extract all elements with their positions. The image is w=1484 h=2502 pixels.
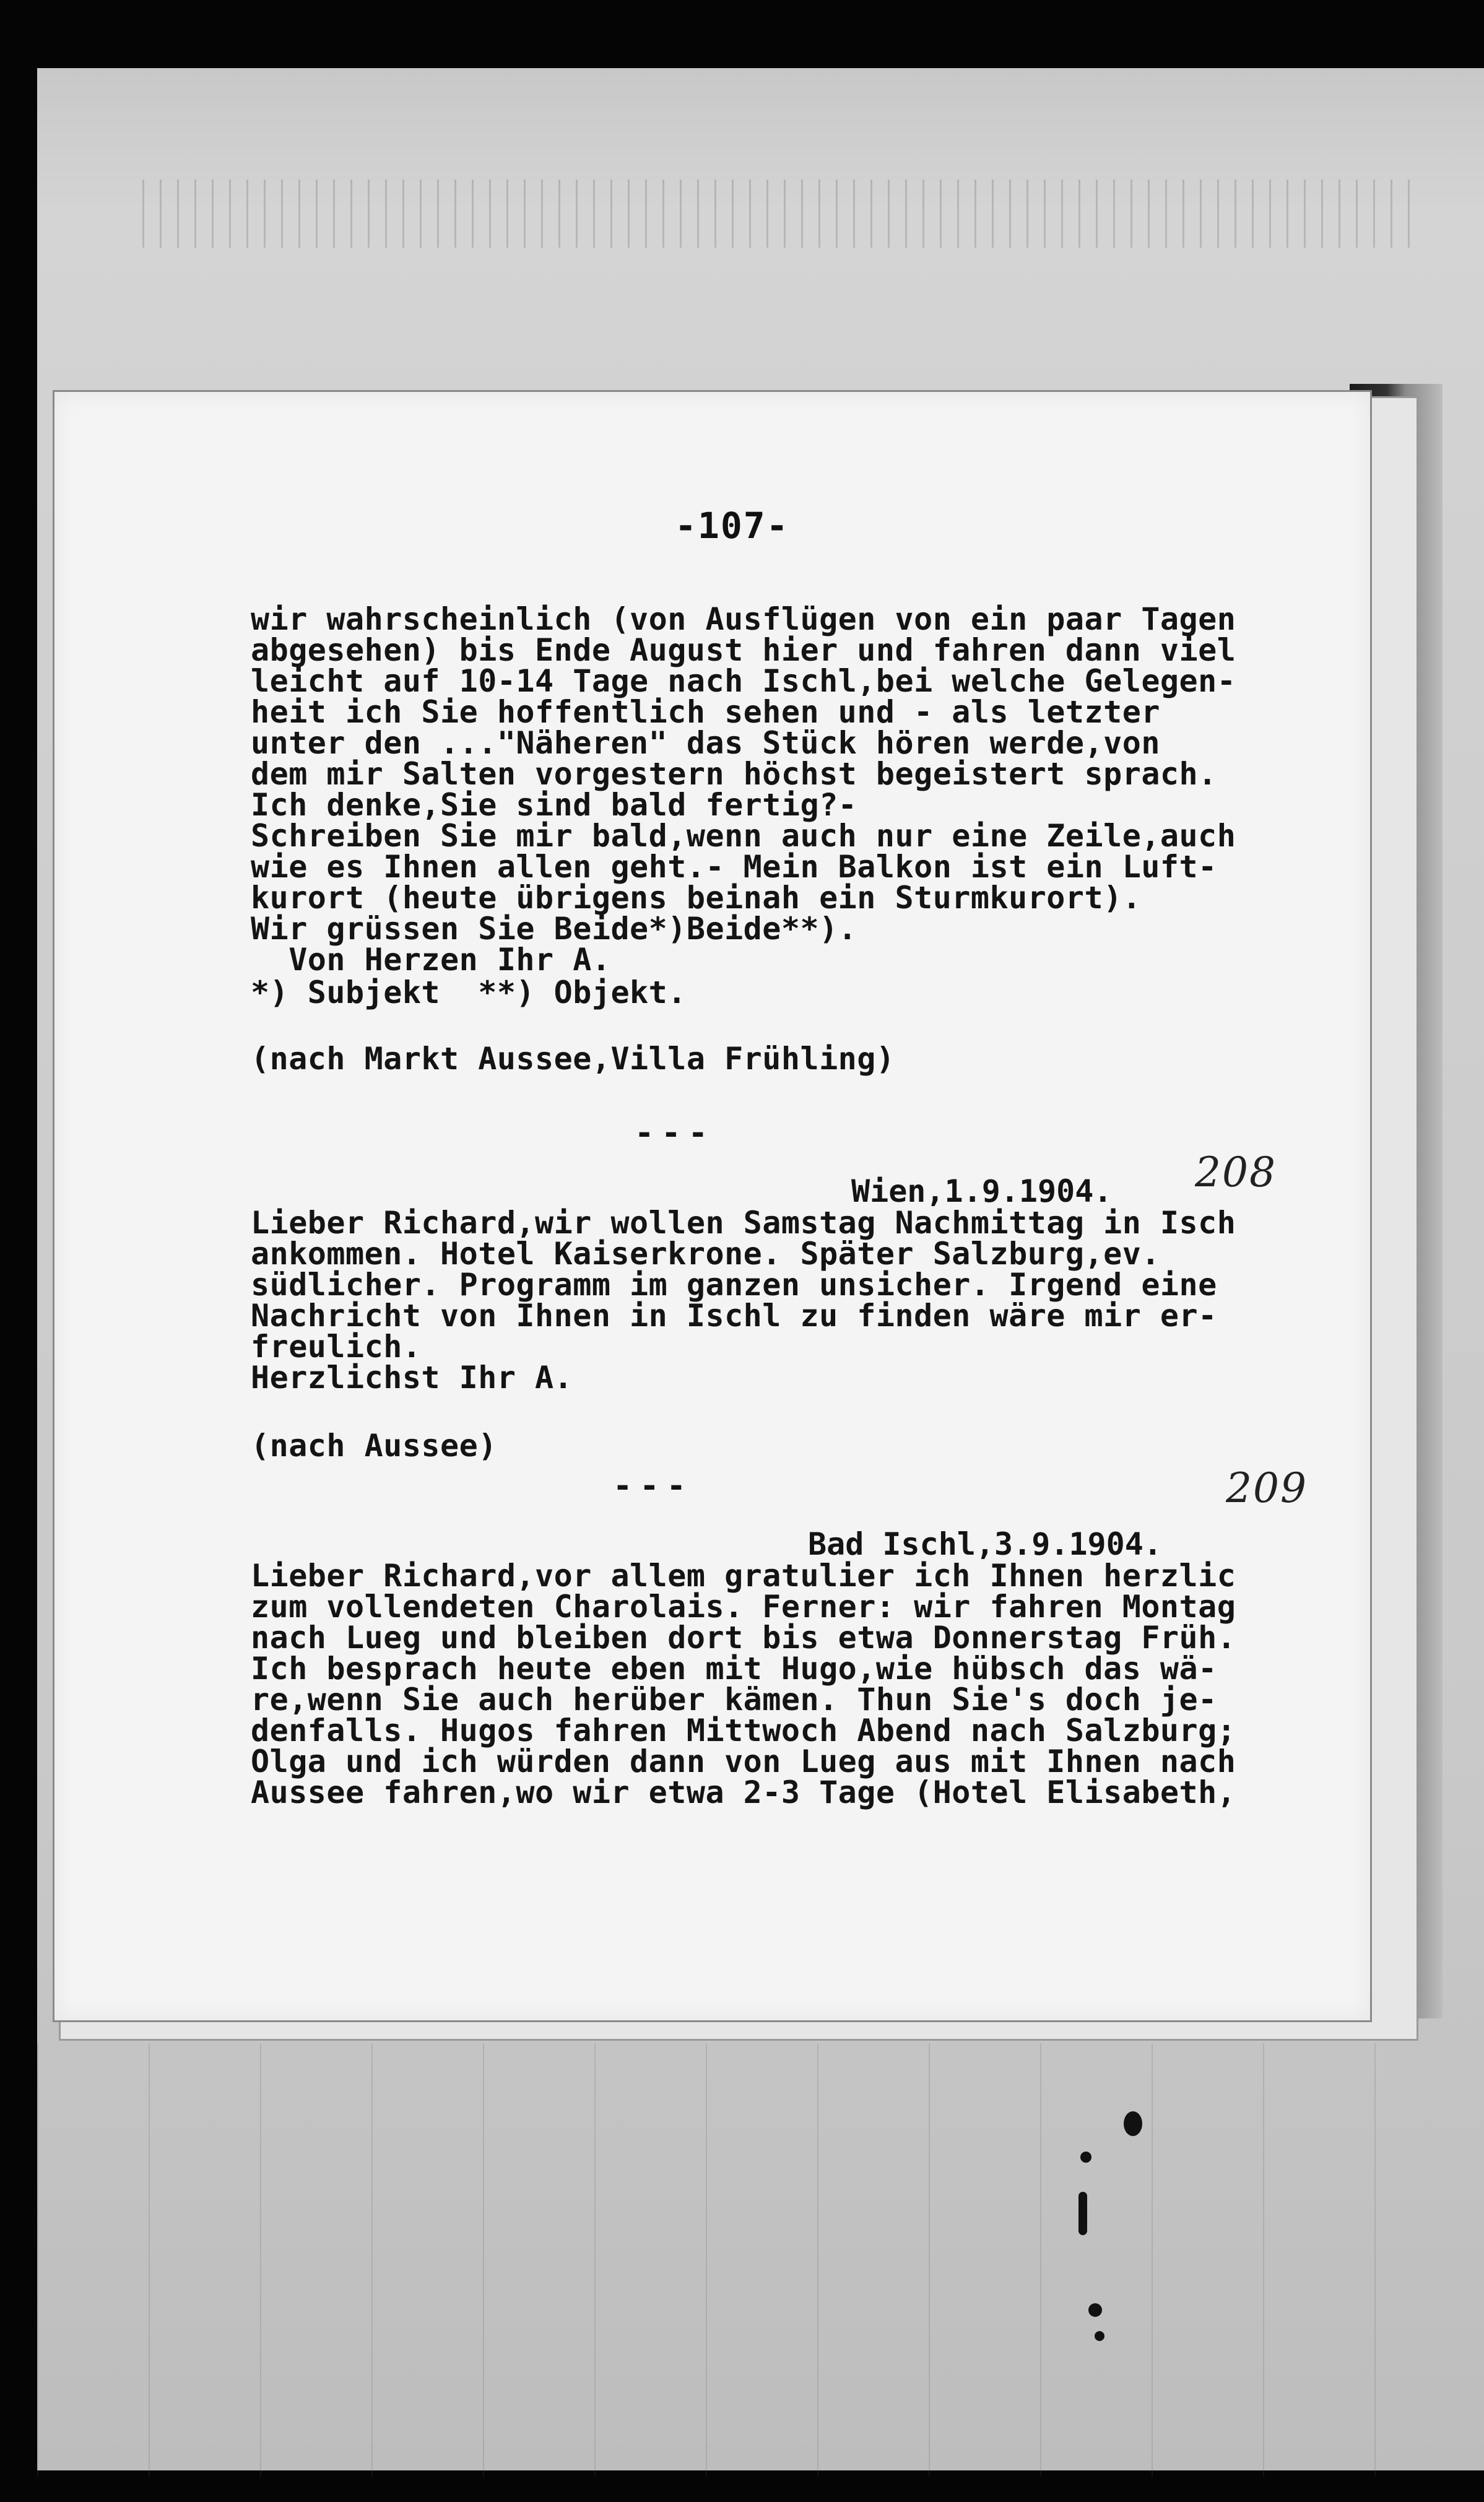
letter1-line: leicht auf 10-14 Tage nach Ischl,bei welche Gelegen- (251, 663, 1236, 699)
letter1-address: (nach Markt Aussee,Villa Frühling) (251, 1041, 895, 1077)
letter1-footnote: *) Subjekt **) Objekt. (251, 975, 687, 1010)
letter3-line: Olga und ich würden dann von Lueg aus mit Ihnen nach (251, 1744, 1236, 1779)
letter2-line: Lieber Richard,wir wollen Samstag Nachmittag in Isch (251, 1205, 1236, 1241)
scan-speck (1095, 2331, 1104, 2341)
letter2-line: ankommen. Hotel Kaiserkrone. Später Salzburg,ev. (251, 1236, 1160, 1272)
letter1-line: Wir grüssen Sie Beide*)Beide**). (251, 911, 857, 947)
letter2-line: Nachricht von Ihnen in Ischl zu finden wäre mir er- (251, 1298, 1217, 1334)
letter2-date: Wien,1.9.1904. (851, 1173, 1113, 1209)
letter1-line: unter den ..."Näheren" das Stück hören werde,von (251, 725, 1160, 761)
letter3-date: Bad Ischl,3.9.1904. (808, 1526, 1162, 1562)
scan-speck (1080, 2152, 1091, 2163)
letter2-line: südlicher. Programm im ganzen unsicher. Irgend eine (251, 1267, 1217, 1303)
letter-number-annotation: 208 (1195, 1149, 1277, 1196)
letter3-line: nach Lueg und bleiben dort bis etwa Donnerstag Früh. (251, 1620, 1236, 1656)
separator: --- (613, 1467, 693, 1505)
letter1-line: Ich denke,Sie sind bald fertig?- (251, 787, 857, 823)
letter2-closing: Herzlichst Ihr A. (251, 1360, 573, 1396)
scan-speck (1088, 2303, 1102, 2317)
letter2-line: freulich. (251, 1329, 422, 1365)
letter2-address: (nach Aussee) (251, 1428, 497, 1464)
letter1-line: kurort (heute übrigens beinah ein Sturmkurort). (251, 880, 1142, 916)
letter3-line: Aussee fahren,wo wir etwa 2-3 Tage (Hotel Elisabeth, (251, 1774, 1236, 1810)
separator: --- (635, 1114, 715, 1152)
letter3-line: denfalls. Hugos fahren Mittwoch Abend nach Salzburg; (251, 1713, 1236, 1748)
letter1-line: abgesehen) bis Ende August hier und fahren dann viel (251, 632, 1236, 668)
letter1-line: heit ich Sie hoffentlich sehen und - als letzter (251, 694, 1160, 730)
letter3-line: re,wenn Sie auch herüber kämen. Thun Sie's doch je- (251, 1682, 1217, 1718)
scan-speck (1078, 2192, 1087, 2235)
letter1-closing: Von Herzen Ihr A. (251, 942, 611, 978)
letter3-line: Ich besprach heute eben mit Hugo,wie hübsch das wä- (251, 1651, 1217, 1687)
letter1-line: Schreiben Sie mir bald,wenn auch nur eine Zeile,auch (251, 818, 1236, 854)
backing-sheet-texture (37, 2043, 1484, 2477)
letter3-line: zum vollendeten Charolais. Ferner: wir fahren Montag (251, 1589, 1236, 1625)
scan-speck (1124, 2111, 1142, 2136)
backing-sheet-faint-text (142, 180, 1412, 248)
letter1-line: wie es Ihnen allen geht.- Mein Balkon ist ein Luft- (251, 849, 1217, 885)
letter3-line: Lieber Richard,vor allem gratulier ich Ihnen herzlic (251, 1558, 1236, 1594)
letter1-line: wir wahrscheinlich (von Ausflügen von ein paar Tagen (251, 601, 1236, 637)
letter1-line: dem mir Salten vorgestern höchst begeistert sprach. (251, 756, 1217, 792)
page-number: -107- (675, 505, 789, 547)
letter-number-annotation: 209 (1226, 1464, 1308, 1512)
